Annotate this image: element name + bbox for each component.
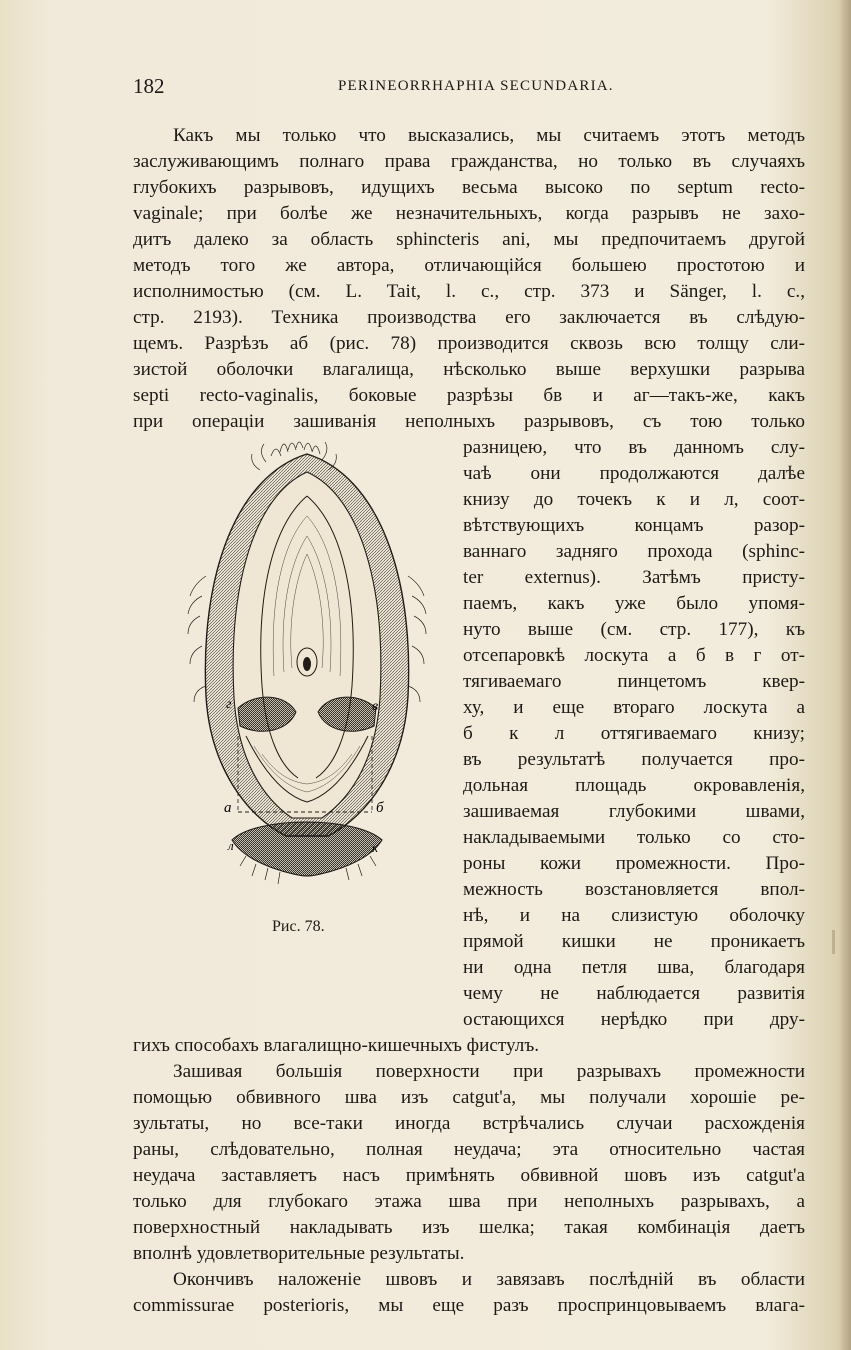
figure-78-illustration <box>176 436 438 896</box>
text-line: исполнимостью (см. L. Tait, l. c., стр. 373 и Sänger, l. c., <box>133 281 805 302</box>
text-line: глубокихъ разрывовъ, идущихъ весьма высоко по septum recto- <box>133 177 805 198</box>
paper-mark <box>832 930 835 954</box>
text-line: тягиваемаго пинцетомъ квер- <box>463 671 805 692</box>
label-a: а <box>224 800 232 816</box>
text-line: раны, слѣдовательно, полная неудача; эта относительно частая <box>133 1139 805 1160</box>
text-line: дитъ далеко за область sphincteris ani, мы предпочитаемъ другой <box>133 229 805 250</box>
text-line: Какъ мы только что высказались, мы считаемъ этотъ методъ <box>173 125 805 146</box>
text-line: помощью обвивного шва изъ catgut'а, мы получали хорошіе ре- <box>133 1087 805 1108</box>
text-line: накладываемыми только со сто- <box>463 827 805 848</box>
text-line: нуто выше (см. стр. 177), къ <box>463 619 805 640</box>
text-line: стр. 2193). Техника производства его заключается въ слѣдую- <box>133 307 805 328</box>
text-line: чаѣ они продолжаются далѣе <box>463 463 805 484</box>
label-b: б <box>376 800 384 816</box>
text-line: роны кожи промежности. Про- <box>463 853 805 874</box>
text-line: остающихся нерѣдко при дру- <box>463 1009 805 1030</box>
text-line: паемъ, какъ уже было упомя- <box>463 593 805 614</box>
text-line: ter externus). Затѣмъ присту- <box>463 567 805 588</box>
text-line: поверхностный накладывать изъ шелка; такая комбинація даетъ <box>133 1217 805 1238</box>
label-g: г <box>226 697 232 712</box>
page-header <box>133 74 805 104</box>
page-number: 182 <box>133 74 165 98</box>
text-line: разницею, что въ данномъ слу- <box>463 437 805 458</box>
text-line: б к л оттягиваемаго книзу; <box>463 723 805 744</box>
text-line: отсепаровкѣ лоскута а б в г от- <box>463 645 805 666</box>
text-line: книзу до точекъ к и л, соот- <box>463 489 805 510</box>
text-line: дольная площадь окровавленія, <box>463 775 805 796</box>
text-line: ни одна петля шва, благодаря <box>463 957 805 978</box>
label-l: л <box>228 838 234 853</box>
page-edge-shadow <box>839 0 851 1350</box>
text-line: vaginale; при болѣе же незначительныхъ, когда разрывъ не захо- <box>133 203 805 224</box>
label-k: к <box>372 840 379 855</box>
text-line: неудача заставляетъ насъ примѣнять обвивной шовъ изъ catgut'а <box>133 1165 805 1186</box>
text-line: гихъ способахъ влагалищно-кишечныхъ фистулъ. <box>133 1035 540 1056</box>
text-line: вѣтствующихъ концамъ разор- <box>463 515 805 536</box>
text-line: чему не наблюдается развитія <box>463 983 805 1004</box>
text-line: зистой оболочки влагалища, нѣсколько выше верхушки разрыва <box>133 359 805 380</box>
text-line: въ результатѣ получается про- <box>463 749 805 770</box>
text-line: прямой кишки не проникаетъ <box>463 931 805 952</box>
text-line: зашиваемая глубокими швами, <box>463 801 805 822</box>
text-line: при операціи зашиванія неполныхъ разрывовъ, съ тою только <box>133 411 805 432</box>
text-line: Зашивая большія поверхности при разрывахъ промежности <box>173 1061 805 1082</box>
text-line: методъ того же автора, отличающійся большею простотою и <box>133 255 805 276</box>
text-line: щемъ. Разрѣзъ аб (рис. 78) производится сквозь всю толщу сли- <box>133 333 805 354</box>
text-line: зультаты, но все-таки иногда встрѣчались случаи расхожденія <box>133 1113 805 1134</box>
text-line: septi recto-vaginalis, боковые разрѣзы бв и аг—такъ-же, какъ <box>133 385 805 406</box>
text-line: межность возстановляется впол- <box>463 879 805 900</box>
text-line: ху, и еще втораго лоскута а <box>463 697 805 718</box>
running-title: PERINEORRHAPHIA SECUNDARIA. <box>338 78 614 94</box>
text-line: Окончивъ наложеніе швовъ и завязавъ послѣдній въ области <box>173 1269 805 1290</box>
figure-caption: Рис. 78. <box>272 918 325 935</box>
text-line: заслуживающимъ полнаго права гражданства, но только въ случаяхъ <box>133 151 805 172</box>
text-line: commissurae posterioris, мы еще разъ проспринцовываемъ влага- <box>133 1295 805 1316</box>
text-line: нѣ, и на слизистую оболочку <box>463 905 805 926</box>
label-v: в <box>372 699 379 714</box>
text-line: вполнѣ удовлетворительные результаты. <box>133 1243 465 1264</box>
text-line: только для глубокаго этажа шва при неполныхъ разрывахъ, а <box>133 1191 805 1212</box>
text-line: ваннаго задняго прохода (sphinc- <box>463 541 805 562</box>
